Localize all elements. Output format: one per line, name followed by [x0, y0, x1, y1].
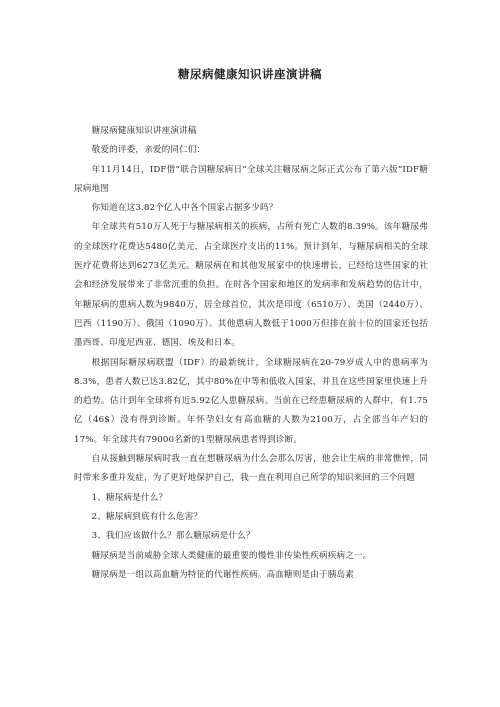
paragraph-intro: 年11月14日，IDF借“联合国糖尿病日”全球关注糖尿病之际正式公布了第六版“IDF糖尿病地图: [74, 164, 428, 194]
paragraph-reflection: 自从接触到糖尿病时我一直在想糖尿病为什么会那么厉害，他会让生病的非常憔悴，同时带来多重并发症，为了更好地保护自己，我一直在利用自己所学的知识来回的三个问题: [74, 454, 428, 484]
paragraph-definition-cont: 糖尿病是一组以高血糖为特征的代谢性疾病。高血糖则是由于胰岛素: [91, 569, 354, 580]
paragraph-idf-data: 根据国际糖尿病联盟（IDF）的最新统计，全球糖尿病在20-79岁成人中的患病率为8.3%，患者人数已达3.82亿，其中80%在中等和低收入国家，并且在这些国家里快速上升的趋势。估计到年全球将有近5.92亿人患糖尿病。当前在已经患糖尿病的人群中，有1.75亿（46$）没有得到诊断。年怀孕妇女有高血糖的人数为2100万，占全部当年产妇的17%。年全球共有79000名新的1型糖尿病患者得到诊断。: [74, 357, 428, 445]
paragraph-definition: 糖尿病是当前威胁全球人类健康的最重要的慢性非传染性疾病疾病之一。: [91, 550, 372, 561]
paragraph-question: 你知道在这3.82个亿人中各个国家占据多少吗？: [91, 203, 278, 214]
document-title: 糖尿病健康知识讲座演讲稿: [178, 67, 322, 81]
paragraph-statistics: 年全球共有510万人死于与糖尿病相关的疾病，占所有死亡人数的8.39%。该年糖尿弗的全球医疗花费达5480亿美元，占全球医疗支出的11%。预计到年，与糖尿病相关的全球医疗花费将达到6273亿美元。糖尿病在和其他发展家中的快速增长，已经给这些国家的社会和经济发展带来了非常沉重的负担。在时各个国家和地区的发病率和发病趋势的估计中，年糖尿病的患病人数为9840万，居全球首位，其次是印度（6510万）、美国（2440万）、巴西（1190万）、俄国（1090万）。其他患病人数低于1000万但排在前十位的国家还包括墨西哥、印度尼西亚、德国、埃及和日本。: [74, 222, 428, 349]
paragraph-question-1: 1、糖尿病是什么？: [91, 492, 168, 503]
paragraph-greeting: 敬爱的评委，亲爱的同仁们：: [91, 145, 206, 156]
document-body: [74, 122, 428, 585]
paragraph-heading: 糖尿病健康知识讲座演讲稿: [91, 126, 197, 136]
paragraph-question-3: 3、我们应该做什么？那么糖尿病是什么？: [91, 531, 255, 542]
paragraph-question-2: 2、糖尿病到底有什么危害？: [91, 511, 203, 522]
